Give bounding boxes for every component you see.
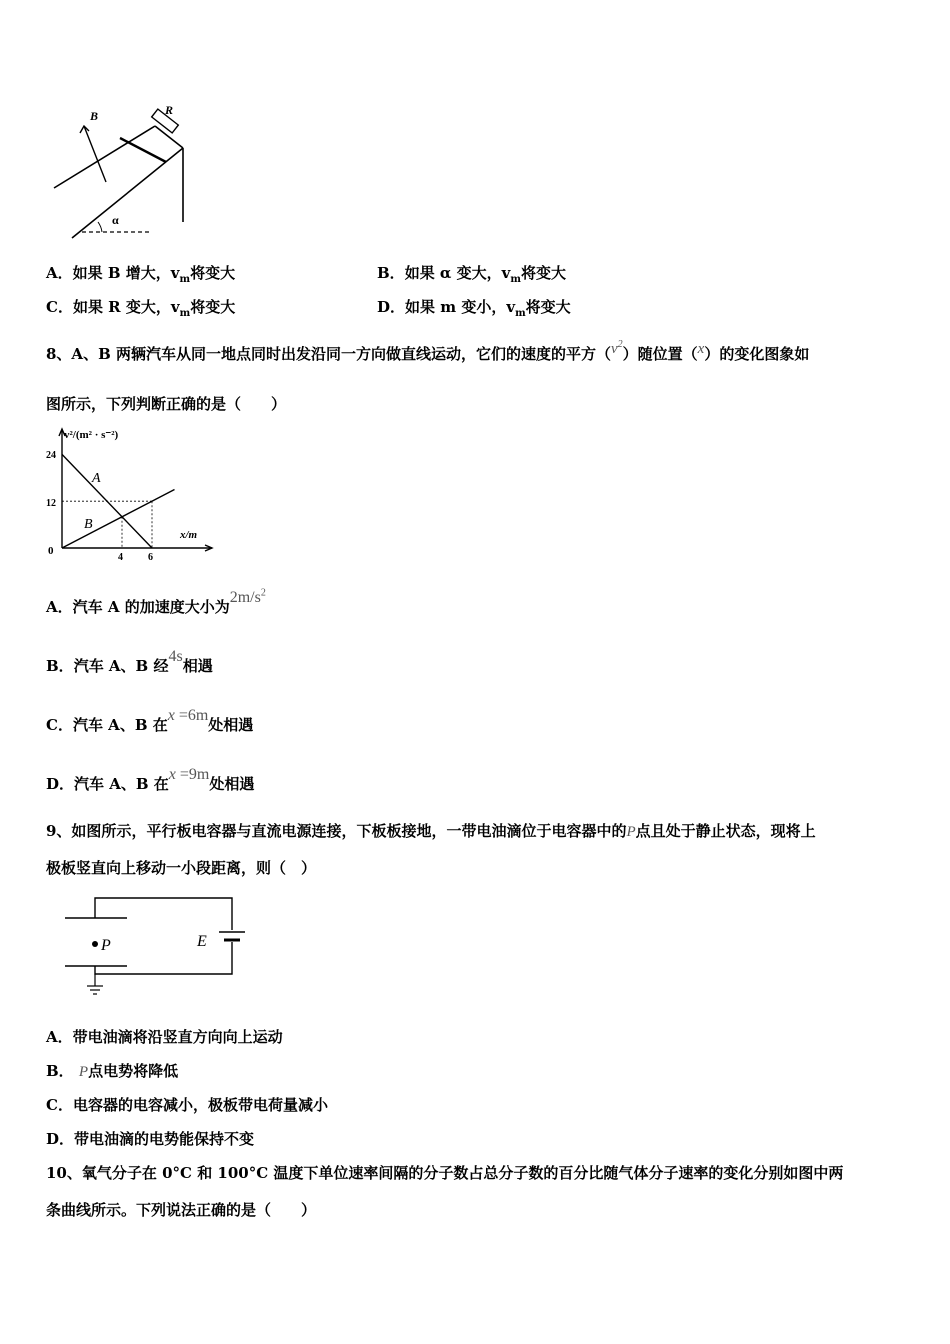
oil-drop-dot bbox=[92, 941, 98, 947]
incline-rails-figure bbox=[40, 100, 210, 250]
q8-option-c[interactable]: C．汽车 A、B 在x =6m处相遇 bbox=[46, 707, 254, 734]
q10-stem-line2: 条曲线所示。下列说法正确的是（ ） bbox=[46, 1201, 317, 1219]
label-P: P bbox=[101, 937, 111, 954]
q9-option-a[interactable]: A．带电油滴将沿竖直方向向上运动 bbox=[46, 1028, 283, 1046]
q8-stem-line2: 图所示，下列判断正确的是（ ） bbox=[46, 395, 287, 413]
q7-option-b[interactable]: B．如果 α 变大，$v_m$将变大 bbox=[377, 264, 567, 285]
line-label-A: A bbox=[92, 471, 101, 486]
tick-label-6: 6 bbox=[148, 552, 153, 563]
x-axis-label: x/m bbox=[180, 529, 198, 541]
q8-stem-line1: 8、A、B 两辆汽车从同一地点同时出发沿同一方向做直线运动，它们的速度的平方$(v^2)$随位置（x）的变化图象如 bbox=[46, 339, 810, 363]
q8d-math: x =9m bbox=[168, 766, 210, 783]
q8c-math: x =6m bbox=[167, 707, 209, 724]
q9-option-c[interactable]: C．电容器的电容减小，极板带电荷量减小 bbox=[46, 1096, 328, 1114]
label-B: B bbox=[90, 109, 99, 123]
q9-stem-line1: 9、如图所示，平行板电容器与直流电源连接，下板板接地，一带电油滴位于电容器中的P点且处于静止状态，现将上 bbox=[46, 822, 816, 840]
series-line-B bbox=[62, 490, 175, 549]
q7-option-d[interactable]: D．如果 m 变小，$v_m$将变大 bbox=[377, 298, 571, 319]
q9-option-b[interactable]: B． P点电势将降低 bbox=[46, 1062, 179, 1080]
q8-option-a[interactable]: A．汽车 A 的加速度大小为$2m/s^2$ bbox=[46, 587, 266, 616]
lower-wire bbox=[95, 942, 232, 974]
q9-option-d[interactable]: D．带电油滴的电势能保持不变 bbox=[46, 1130, 255, 1148]
q7-option-a[interactable]: A．如果 B 增大，$v_m$将变大 bbox=[46, 264, 236, 285]
origin-label: 0 bbox=[48, 545, 54, 557]
tick-label-12: 12 bbox=[46, 498, 56, 509]
x-symbol: x bbox=[697, 341, 705, 357]
field-B-arrow bbox=[84, 126, 106, 182]
tick-label-24: 24 bbox=[46, 450, 56, 461]
label-R: R bbox=[165, 103, 174, 117]
v2-x-graph bbox=[40, 420, 220, 570]
conducting-rod bbox=[120, 138, 166, 162]
line-label-B: B bbox=[84, 517, 93, 532]
rail-back bbox=[72, 148, 183, 238]
p-symbol: P bbox=[626, 824, 636, 840]
label-alpha: α bbox=[112, 213, 119, 227]
q10-stem-line1: 10、氧气分子在 0°C 和 100°C 温度下单位速率间隔的分子数占总分子数的百分比随气体分子速率的变化分别如图中两 bbox=[46, 1164, 844, 1182]
y-axis-label: v²/(m² · s⁻²) bbox=[64, 429, 119, 441]
q9-stem-line2: 极板竖直向上移动一小段距离，则（ ） bbox=[46, 859, 317, 877]
top-connector bbox=[155, 126, 183, 148]
q8-option-b[interactable]: B．汽车 A、B 经4s相遇 bbox=[46, 648, 213, 675]
label-E: E bbox=[197, 933, 207, 950]
q8b-math: 4s bbox=[168, 648, 183, 665]
upper-wire bbox=[95, 898, 232, 930]
v-squared-symbol: $v^2$ bbox=[610, 339, 623, 357]
q8-option-d[interactable]: D．汽车 A、B 在x =9m处相遇 bbox=[46, 766, 255, 793]
tick-label-4: 4 bbox=[118, 552, 123, 563]
capacitor-circuit-figure bbox=[55, 890, 255, 1000]
q8a-math: $2m/s^2$ bbox=[229, 587, 266, 606]
q7-option-c[interactable]: C．如果 R 变大，$v_m$将变大 bbox=[46, 298, 236, 319]
